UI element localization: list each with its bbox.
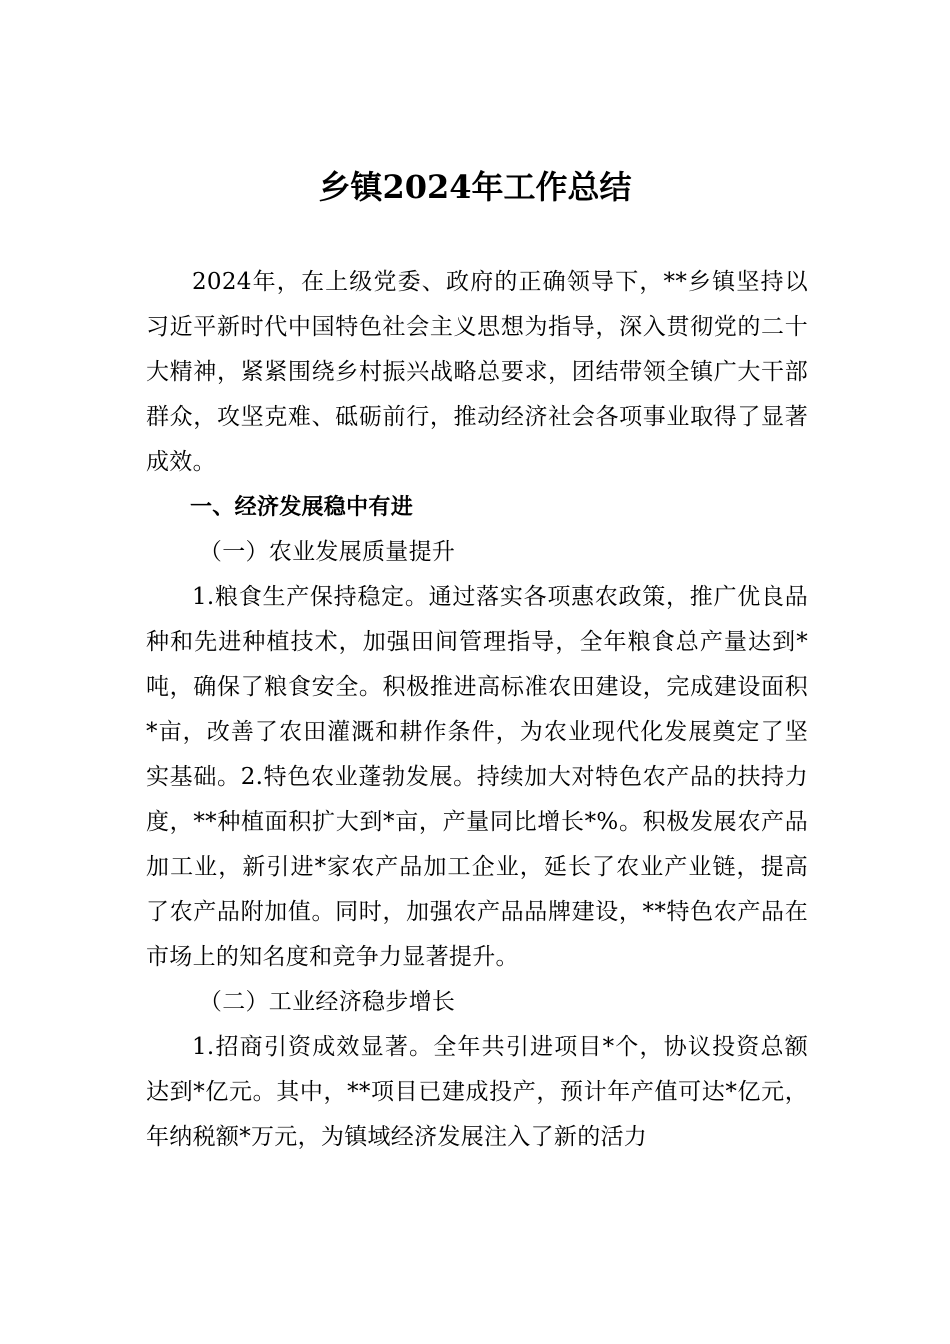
subsection-heading-agriculture: （一）农业发展质量提升 xyxy=(198,539,456,565)
agriculture-paragraph: 1.粮食生产保持稳定。通过落实各项惠农政策，推广优良品种和先进种植技术，加强田间管理指导，全年粮食总产量达到*吨，确保了粮食安全。积极推进高标准农田建设，完成建设面积*亩，改善了农田灌溉和耕作条件，为农业现代化发展奠定了坚实基础。2.特色农业蓬勃发展。持续加大对特色农产品的扶持力度，**种植面积扩大到*亩，产量同比增长*%。积极发展农产品加工业，新引进*家农产品加工企业，延长了农业产业链，提高了农产品附加值。同时，加强农产品品牌建设，**特色农产品在市场上的知名度和竞争力显著提升。 xyxy=(146,584,808,970)
section-heading-economy: 一、经济发展稳中有进 xyxy=(190,495,414,520)
document-title: 乡镇2024年工作总结 xyxy=(318,168,632,206)
intro-paragraph: 2024年，在上级党委、政府的正确领导下，**乡镇坚持以习近平新时代中国特色社会主义思想为指导，深入贯彻党的二十大精神，紧紧围绕乡村振兴战略总要求，团结带领全镇广大干部群众，攻坚克难、砥砺前行，推动经济社会各项事业取得了显著成效。 xyxy=(146,269,808,475)
document-body xyxy=(146,260,808,1160)
subsection-heading-industry: （二）工业经济稳步增长 xyxy=(198,989,456,1015)
industry-paragraph: 1.招商引资成效显著。全年共引进项目*个，协议投资总额达到*亿元。其中，**项目已建成投产，预计年产值可达*亿元，年纳税额*万元，为镇域经济发展注入了新的活力 xyxy=(146,1034,808,1150)
